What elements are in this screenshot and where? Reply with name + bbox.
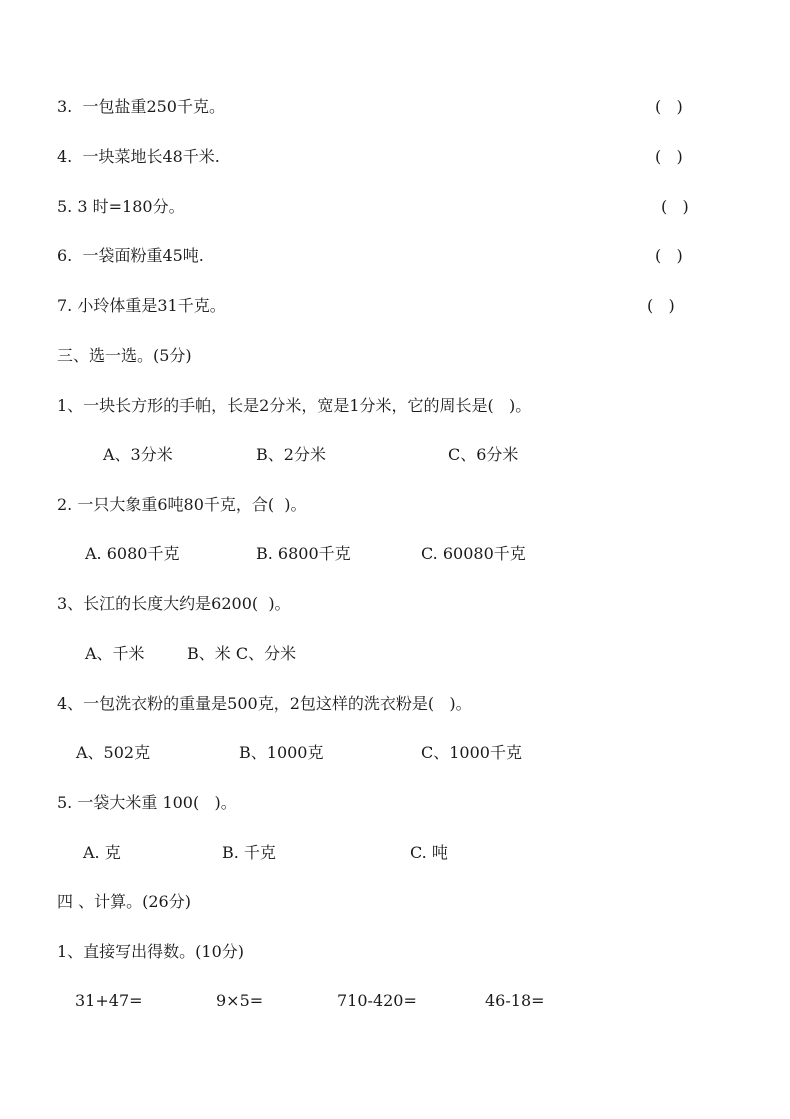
q2-option-b[interactable]: B. 6800千克	[256, 544, 351, 563]
section-4-title: 四 、计算。(26分)	[57, 892, 191, 911]
choice-question-3: 3、长江的长度大约是6200( )。	[57, 594, 291, 613]
judge-item-5: 5. 3 时=180分。	[57, 197, 185, 216]
calc-problem-2: 9×5=	[216, 991, 264, 1010]
q5-option-b[interactable]: B. 千克	[222, 843, 276, 862]
q1-option-a[interactable]: A、3分米	[103, 445, 173, 464]
q1-option-c[interactable]: C、6分米	[448, 445, 519, 464]
q3-option-b-c[interactable]: B、米 C、分米	[187, 644, 297, 663]
judge-answer-blank-6[interactable]: ( )	[655, 246, 683, 265]
judge-item-4: 4. 一块菜地长48千米.	[57, 147, 220, 166]
judge-answer-blank-3[interactable]: ( )	[655, 97, 683, 116]
section-3-title: 三、选一选。(5分)	[57, 346, 192, 365]
calc-problem-1: 31+47=	[75, 991, 143, 1010]
judge-item-6: 6. 一袋面粉重45吨.	[57, 246, 204, 265]
subsection-1-title: 1、直接写出得数。(10分)	[57, 942, 245, 961]
choice-question-4: 4、一包洗衣粉的重量是500克，2包这样的洗衣粉是( )。	[57, 694, 472, 713]
judge-answer-blank-7[interactable]: ( )	[647, 296, 675, 315]
q1-option-b[interactable]: B、2分米	[256, 445, 326, 464]
judge-item-7: 7. 小玲体重是31千克。	[57, 296, 226, 315]
q2-option-c[interactable]: C. 60080千克	[421, 544, 526, 563]
q4-option-b[interactable]: B、1000克	[239, 743, 324, 762]
q2-option-a[interactable]: A. 6080千克	[85, 544, 180, 563]
judge-item-3: 3. 一包盐重250千克。	[57, 97, 225, 116]
q4-option-a[interactable]: A、502克	[76, 743, 151, 762]
q3-option-a[interactable]: A、千米	[85, 644, 145, 663]
q5-option-c[interactable]: C. 吨	[410, 843, 448, 862]
q4-option-c[interactable]: C、1000千克	[421, 743, 522, 762]
choice-question-5: 5. 一袋大米重 100( )。	[57, 793, 237, 812]
calc-problem-4: 46-18=	[485, 991, 545, 1010]
judge-answer-blank-5[interactable]: ( )	[661, 197, 689, 216]
choice-question-1: 1、一块长方形的手帕，长是2分米，宽是1分米，它的周长是( )。	[57, 396, 532, 415]
q5-option-a[interactable]: A. 克	[83, 843, 121, 862]
calc-problem-3: 710-420=	[337, 991, 417, 1010]
choice-question-2: 2. 一只大象重6吨80千克，合( )。	[57, 495, 307, 514]
judge-answer-blank-4[interactable]: ( )	[655, 147, 683, 166]
